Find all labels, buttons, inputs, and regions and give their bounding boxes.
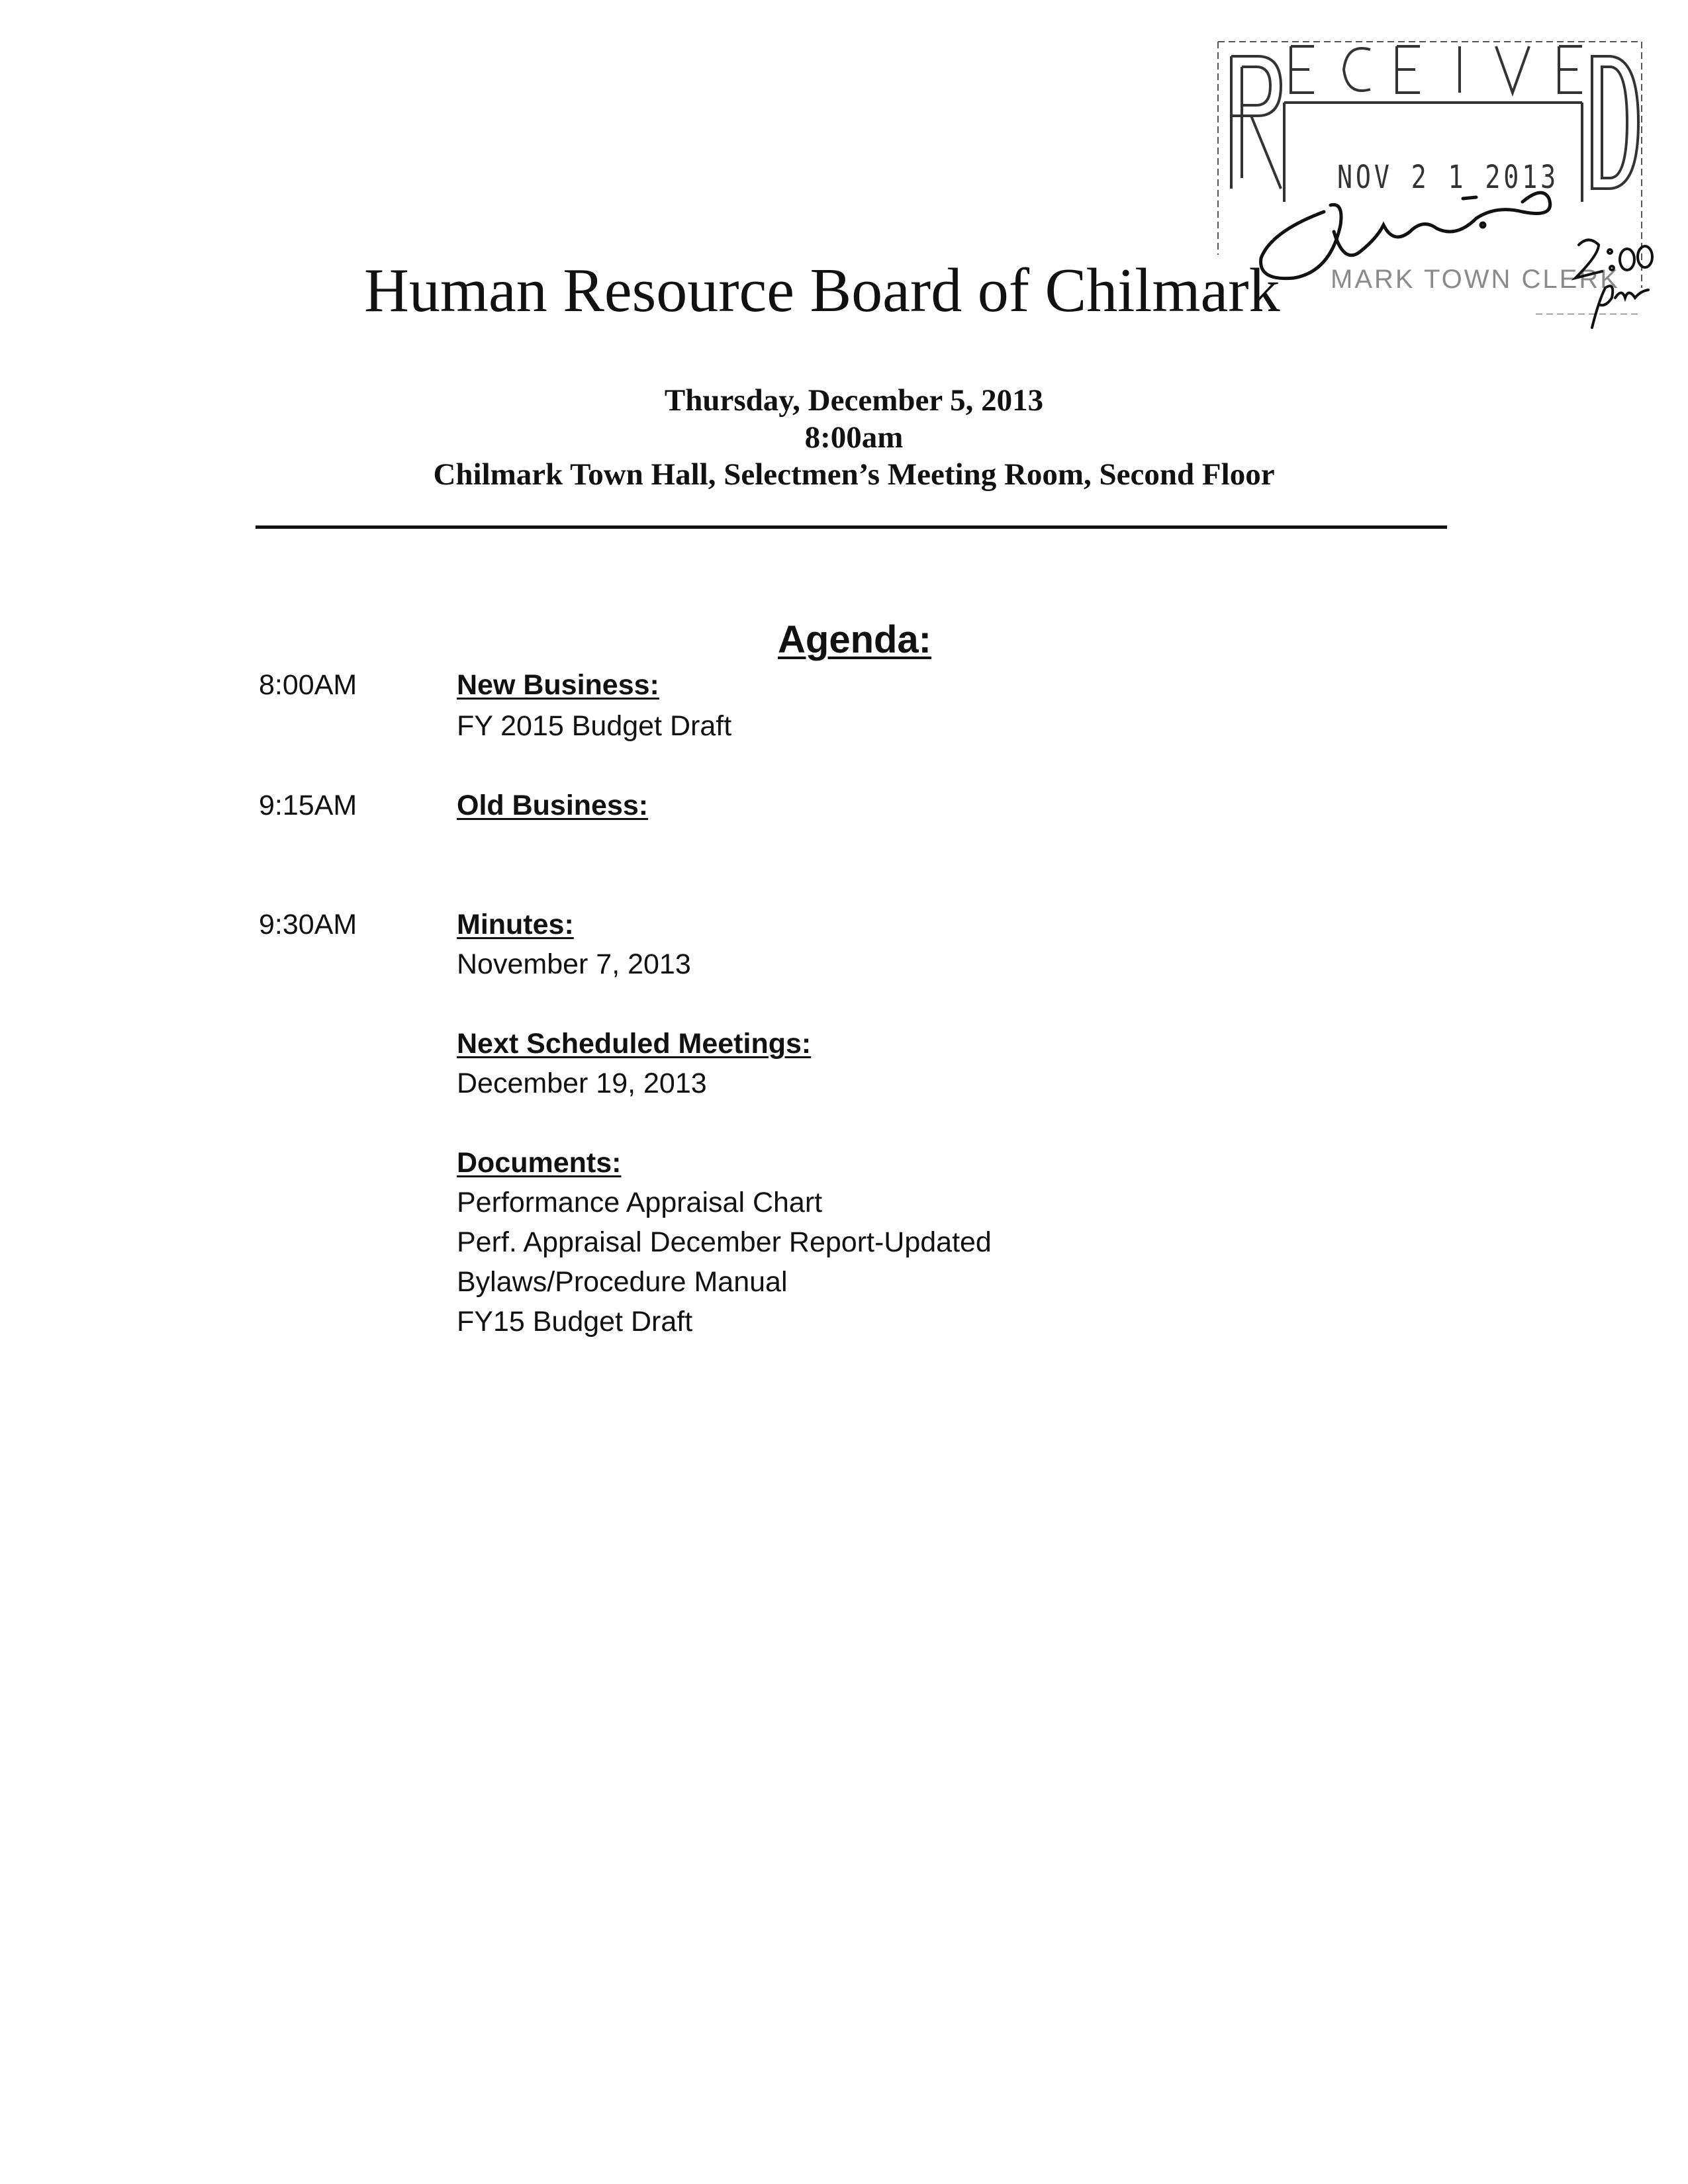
section-heading-documents: Documents:: [457, 1147, 622, 1179]
stamp-date: NOV 2 1 2013: [1337, 159, 1560, 196]
meeting-date: Thursday, December 5, 2013: [664, 383, 1044, 418]
document-item: Bylaws/Procedure Manual: [457, 1266, 788, 1298]
stamp-office: MARK TOWN CLERK: [1331, 265, 1620, 294]
section-heading-old-business: Old Business:: [457, 790, 649, 821]
section-heading-next-meetings: Next Scheduled Meetings:: [457, 1028, 812, 1060]
section-heading-minutes: Minutes:: [457, 909, 574, 940]
header-divider: [256, 525, 1447, 529]
meeting-location: Chilmark Town Hall, Selectmen’s Meeting Room, Second Floor: [433, 457, 1275, 492]
agenda-heading: Agenda:: [778, 618, 931, 661]
page-title: Human Resource Board of Chilmark: [364, 256, 1280, 325]
agenda-time-minutes: 9:30AM: [259, 909, 357, 940]
agenda-time-old-business: 9:15AM: [259, 790, 357, 821]
handwritten-signature: [1244, 172, 1668, 344]
document-item: Performance Appraisal Chart: [457, 1187, 823, 1218]
document-item: Perf. Appraisal December Report-Updated: [457, 1226, 992, 1258]
agenda-item: FY 2015 Budget Draft: [457, 710, 732, 742]
document-item: FY15 Budget Draft: [457, 1306, 693, 1338]
agenda-time-new-business: 8:00AM: [259, 669, 357, 701]
agenda-item: November 7, 2013: [457, 948, 691, 980]
meeting-time: 8:00am: [804, 420, 904, 455]
agenda-item: December 19, 2013: [457, 1068, 707, 1099]
stamp-letters: [1284, 40, 1589, 99]
section-heading-new-business: New Business:: [457, 669, 659, 701]
